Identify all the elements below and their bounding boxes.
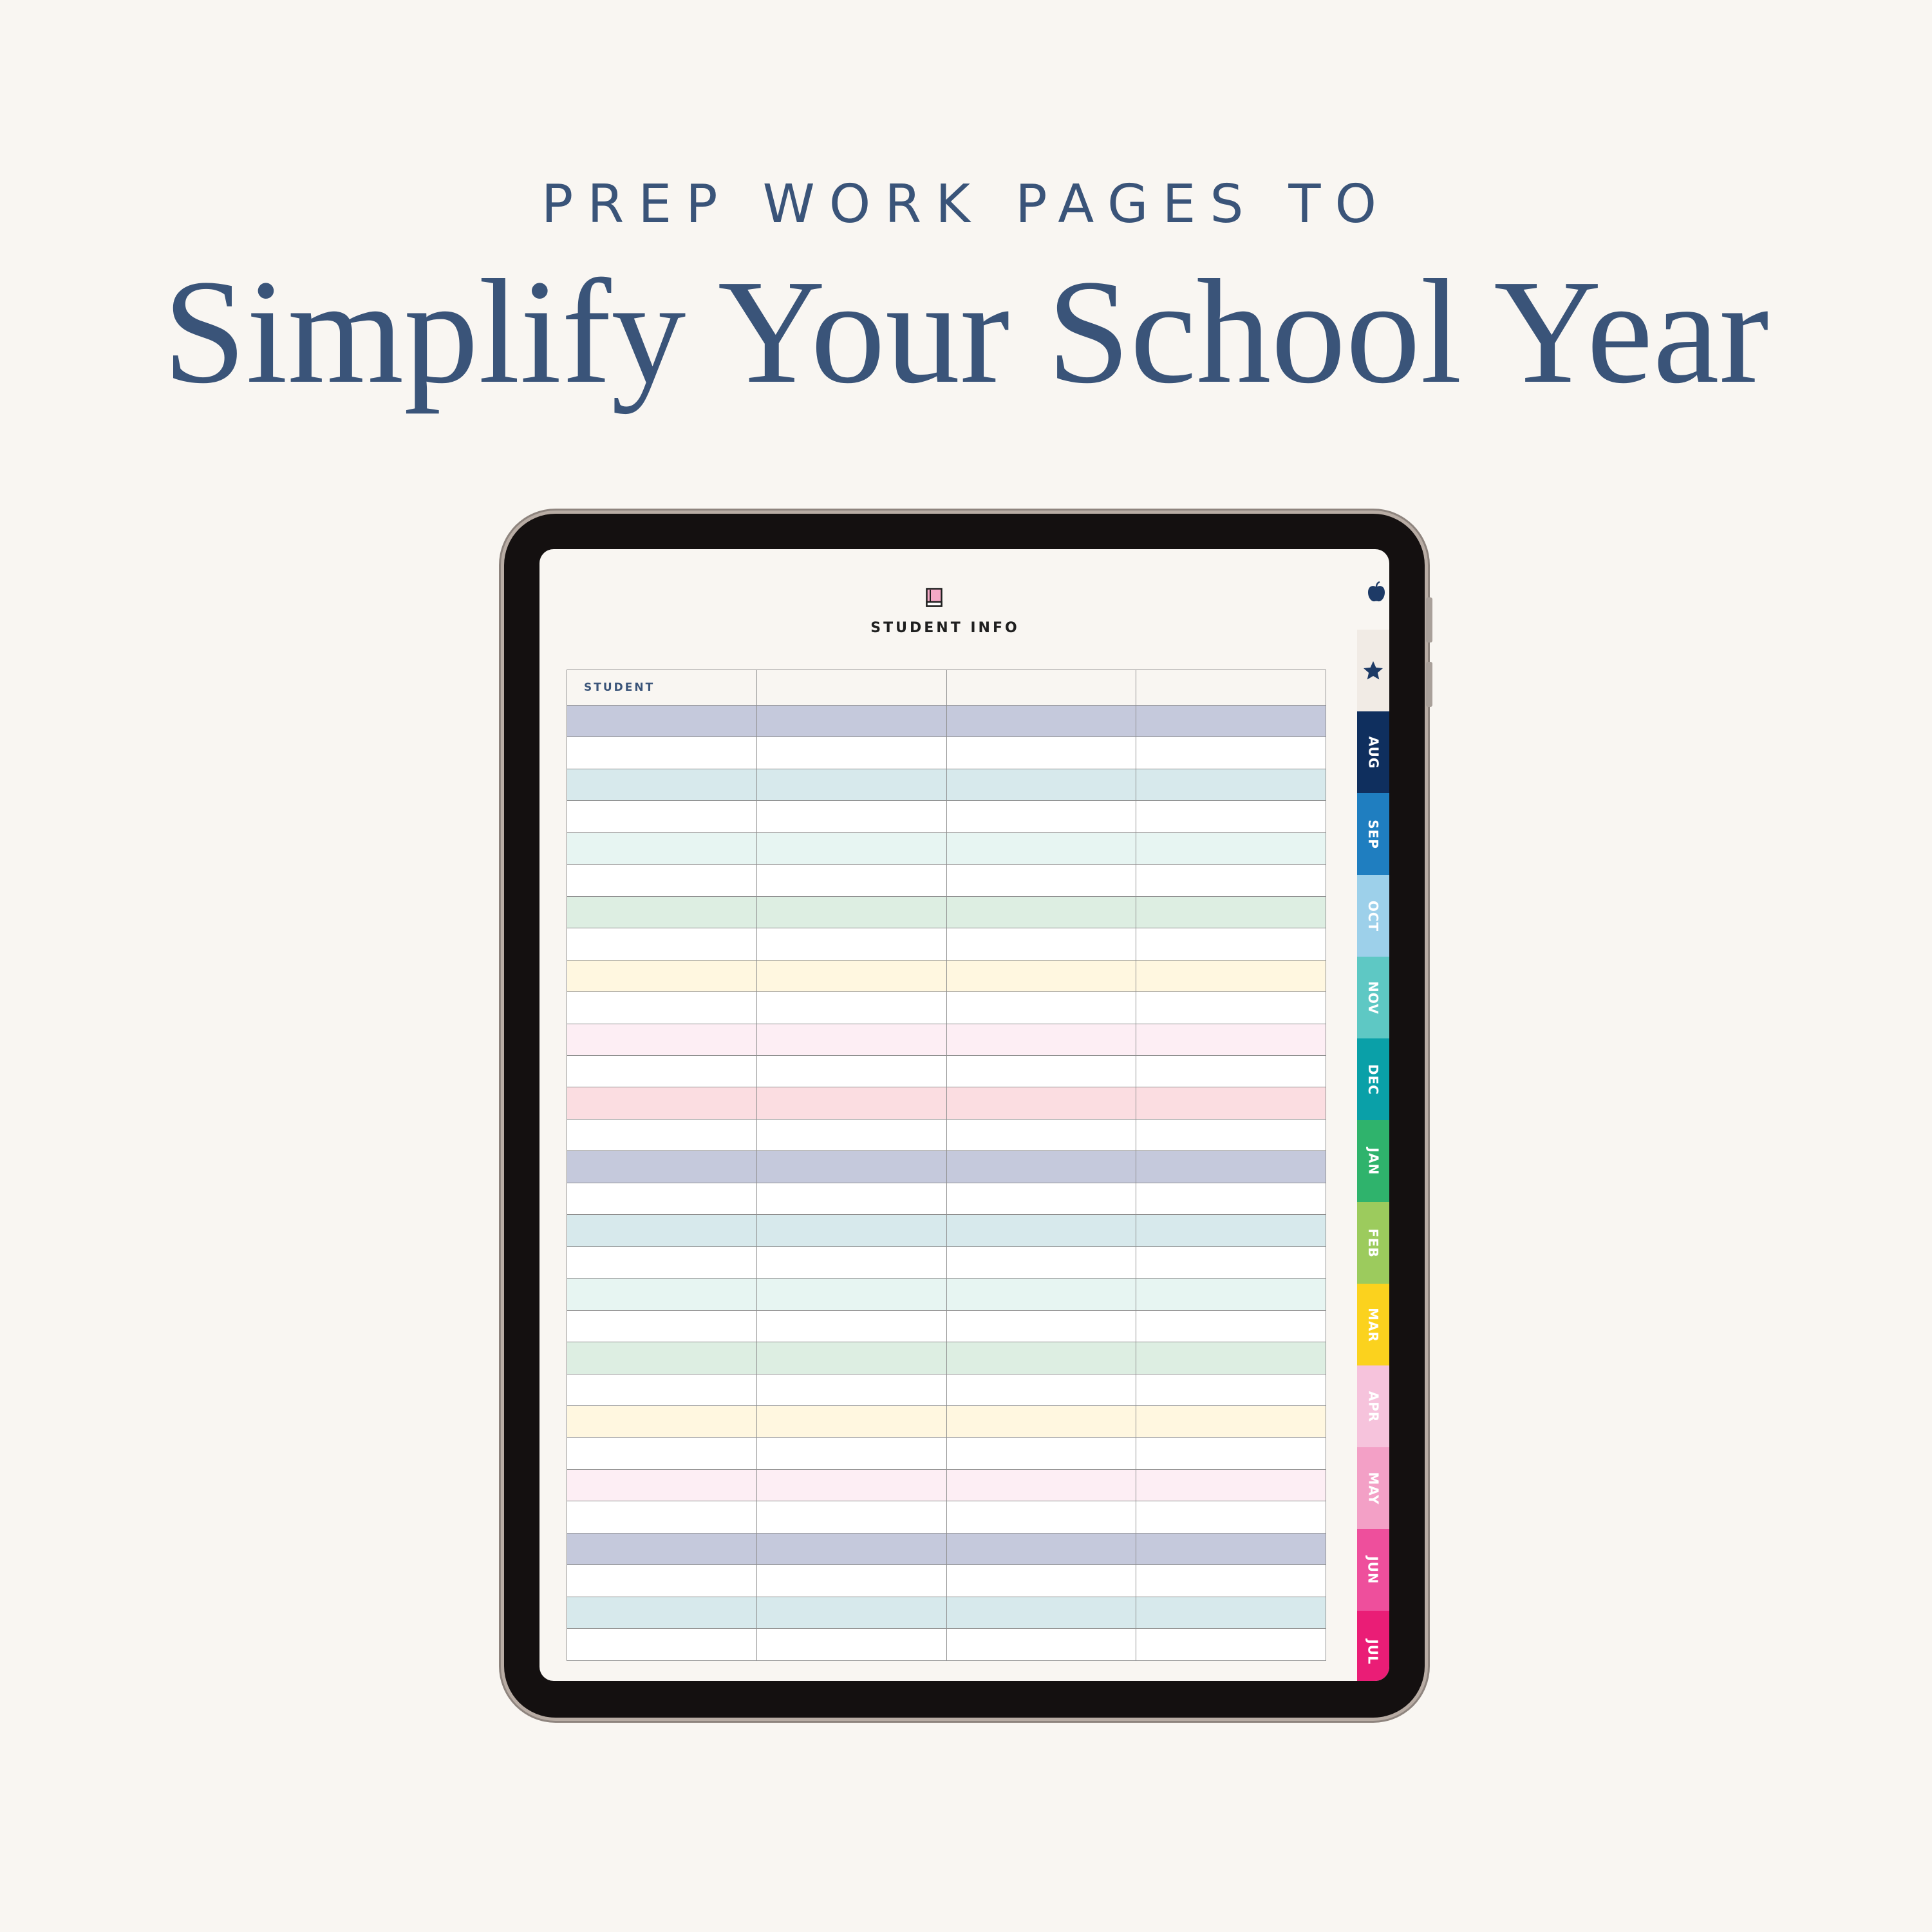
table-cell[interactable] [946, 1405, 1136, 1437]
table-cell[interactable] [567, 1151, 757, 1183]
table-cell[interactable] [567, 896, 757, 928]
table-cell[interactable] [567, 832, 757, 864]
table-row [567, 1055, 1326, 1087]
table-cell[interactable] [567, 1246, 757, 1278]
table-row [567, 801, 1326, 832]
tab-jul[interactable] [1357, 1611, 1389, 1681]
tab-jan[interactable] [1357, 1120, 1389, 1202]
tab-may[interactable] [1357, 1447, 1389, 1529]
table-cell[interactable] [756, 896, 946, 928]
table-row [567, 706, 1326, 737]
table-row [567, 1310, 1326, 1342]
table-cell[interactable] [756, 1629, 946, 1661]
table-row [567, 1215, 1326, 1246]
table-cell[interactable] [567, 960, 757, 991]
table-row [567, 832, 1326, 864]
tab-label: DEC [1365, 1064, 1381, 1095]
table-cell[interactable] [756, 1342, 946, 1374]
table-cell[interactable] [1136, 1119, 1326, 1150]
table-cell[interactable] [1136, 1024, 1326, 1055]
table-cell[interactable] [567, 928, 757, 960]
tab-label: JUN [1365, 1555, 1381, 1584]
table-row [567, 960, 1326, 991]
table-cell[interactable] [756, 1055, 946, 1087]
table-cell[interactable] [567, 1342, 757, 1374]
headline-title: Simplify Your School Year [163, 249, 1769, 415]
tab-jun[interactable] [1357, 1529, 1389, 1611]
table-cell[interactable] [756, 801, 946, 832]
tab-favorites[interactable] [1357, 630, 1389, 711]
table-cell[interactable] [1136, 1501, 1326, 1533]
table-cell[interactable] [567, 1629, 757, 1661]
table-row [567, 1119, 1326, 1150]
table-cell[interactable] [567, 1024, 757, 1055]
table-cell[interactable] [756, 928, 946, 960]
tab-aug[interactable] [1357, 711, 1389, 793]
table-cell[interactable] [1136, 1565, 1326, 1597]
table-cell[interactable] [1136, 1087, 1326, 1119]
table-row [567, 737, 1326, 769]
table-cell[interactable] [1136, 960, 1326, 991]
table-cell[interactable] [1136, 832, 1326, 864]
table-cell[interactable] [756, 1469, 946, 1501]
table-cell[interactable] [567, 1055, 757, 1087]
tablet-volume-button [1426, 662, 1432, 707]
tab-label: FEB [1365, 1228, 1381, 1258]
tab-label: OCT [1365, 900, 1381, 932]
table-cell[interactable] [567, 1597, 757, 1628]
table-row [567, 992, 1326, 1024]
tab-label: MAY [1365, 1472, 1382, 1505]
table-cell[interactable] [946, 1533, 1136, 1564]
book-icon [926, 588, 943, 607]
tab-label: NOV [1365, 980, 1381, 1015]
table-cell[interactable] [567, 1405, 757, 1437]
table-cell[interactable] [946, 1374, 1136, 1405]
table-cell[interactable] [567, 1438, 757, 1469]
table-cell[interactable] [946, 1597, 1136, 1628]
table-cell[interactable] [756, 1310, 946, 1342]
table-cell[interactable] [1136, 769, 1326, 800]
table-cell[interactable] [1136, 865, 1326, 896]
table-cell[interactable] [946, 1310, 1136, 1342]
table-cell[interactable] [1136, 1374, 1326, 1405]
table-cell[interactable] [946, 801, 1136, 832]
table-header-row [567, 670, 1326, 706]
table-row [567, 1087, 1326, 1119]
table-row [567, 1151, 1326, 1183]
table-cell[interactable] [946, 1055, 1136, 1087]
table-header-cell [1136, 670, 1326, 706]
table-cell[interactable] [756, 1087, 946, 1119]
table-cell[interactable] [756, 1215, 946, 1246]
table-cell[interactable] [756, 1246, 946, 1278]
table-cell[interactable] [946, 865, 1136, 896]
tab-label: JUL [1365, 1638, 1381, 1665]
table-header-cell: STUDENT [567, 670, 757, 706]
table-cell[interactable] [1136, 1183, 1326, 1214]
table-cell[interactable] [1136, 1438, 1326, 1469]
table-cell[interactable] [567, 1374, 757, 1405]
table-cell[interactable] [756, 1151, 946, 1183]
tab-feb[interactable] [1357, 1202, 1389, 1284]
table-header-cell [946, 670, 1136, 706]
page-title: STUDENT INFO [870, 620, 1020, 636]
table-cell[interactable] [567, 1087, 757, 1119]
table-cell[interactable] [756, 1183, 946, 1214]
table-cell[interactable] [567, 865, 757, 896]
table-cell[interactable] [1136, 737, 1326, 769]
table-cell[interactable] [567, 737, 757, 769]
table-cell[interactable] [756, 1405, 946, 1437]
table-row [567, 1501, 1326, 1533]
table-row [567, 1597, 1326, 1628]
table-cell[interactable] [946, 1438, 1136, 1469]
table-cell[interactable] [946, 737, 1136, 769]
table-cell[interactable] [567, 992, 757, 1024]
table-row [567, 928, 1326, 960]
table-cell[interactable] [946, 1151, 1136, 1183]
table-cell[interactable] [1136, 1310, 1326, 1342]
table-cell[interactable] [756, 960, 946, 991]
table-cell[interactable] [946, 928, 1136, 960]
table-row [567, 896, 1326, 928]
table-row [567, 865, 1326, 896]
table-cell[interactable] [946, 706, 1136, 737]
tablet-top-button [1426, 597, 1432, 642]
table-cell[interactable] [946, 1183, 1136, 1214]
table-row [567, 1438, 1326, 1469]
table-cell[interactable] [1136, 1246, 1326, 1278]
table-cell[interactable] [756, 1597, 946, 1628]
tab-sep[interactable] [1357, 793, 1389, 875]
table-cell[interactable] [756, 992, 946, 1024]
star-icon [1362, 659, 1385, 682]
table-cell[interactable] [756, 1024, 946, 1055]
tablet-device [504, 514, 1425, 1718]
table-cell[interactable] [756, 1374, 946, 1405]
table-row [567, 1565, 1326, 1597]
table-cell[interactable] [1136, 1279, 1326, 1310]
table-row [567, 1342, 1326, 1374]
table-cell[interactable] [756, 832, 946, 864]
table-cell[interactable] [567, 1533, 757, 1564]
table-cell[interactable] [1136, 1629, 1326, 1661]
tab-label: APR [1365, 1391, 1381, 1422]
table-cell[interactable] [946, 1279, 1136, 1310]
tab-label: JAN [1365, 1147, 1381, 1175]
table-row [567, 1629, 1326, 1661]
table-cell[interactable] [567, 1119, 757, 1150]
tab-label: AUG [1365, 736, 1381, 769]
table-cell[interactable] [946, 1629, 1136, 1661]
tab-oct[interactable] [1357, 875, 1389, 957]
table-cell[interactable] [1136, 1151, 1326, 1183]
table-cell[interactable] [1136, 992, 1326, 1024]
table-cell[interactable] [1136, 706, 1326, 737]
tab-label: MAR [1365, 1307, 1381, 1342]
student-info-table [567, 670, 1326, 1661]
table-cell[interactable] [756, 865, 946, 896]
table-cell[interactable] [567, 1183, 757, 1214]
table-row [567, 1279, 1326, 1310]
tab-dec[interactable] [1357, 1038, 1389, 1120]
apple-icon[interactable] [1367, 581, 1386, 603]
table-cell[interactable] [946, 1215, 1136, 1246]
table-row [567, 769, 1326, 800]
table-cell[interactable] [1136, 1469, 1326, 1501]
tab-apr[interactable] [1357, 1365, 1389, 1447]
table-cell[interactable] [756, 1438, 946, 1469]
table-cell[interactable] [1136, 1597, 1326, 1628]
table-row [567, 1246, 1326, 1278]
table-row [567, 1533, 1326, 1564]
table-cell[interactable] [946, 1087, 1136, 1119]
table-cell[interactable] [1136, 1342, 1326, 1374]
table-cell[interactable] [946, 1565, 1136, 1597]
table-cell[interactable] [756, 1119, 946, 1150]
tab-label: SEP [1365, 819, 1381, 849]
table-cell[interactable] [567, 1501, 757, 1533]
table-cell[interactable] [756, 769, 946, 800]
table-cell[interactable] [946, 1342, 1136, 1374]
table-cell[interactable] [1136, 1405, 1326, 1437]
table-cell[interactable] [567, 769, 757, 800]
table-cell[interactable] [1136, 801, 1326, 832]
table-cell[interactable] [567, 706, 757, 737]
month-tabs [1357, 630, 1389, 1681]
table-cell[interactable] [1136, 928, 1326, 960]
tab-mar[interactable] [1357, 1284, 1389, 1365]
table-cell[interactable] [567, 1469, 757, 1501]
table-cell[interactable] [756, 1279, 946, 1310]
table-row [567, 1469, 1326, 1501]
table-cell[interactable] [1136, 1055, 1326, 1087]
table-cell[interactable] [1136, 896, 1326, 928]
table-cell[interactable] [567, 1565, 757, 1597]
tab-nov[interactable] [1357, 957, 1389, 1038]
table-cell[interactable] [946, 1246, 1136, 1278]
table-row [567, 1405, 1326, 1437]
table-row [567, 1374, 1326, 1405]
table-cell[interactable] [946, 896, 1136, 928]
table-cell[interactable] [756, 1533, 946, 1564]
table-cell[interactable] [756, 706, 946, 737]
table-cell[interactable] [946, 832, 1136, 864]
table-cell[interactable] [567, 1310, 757, 1342]
table-cell[interactable] [946, 1469, 1136, 1501]
table-cell[interactable] [567, 1279, 757, 1310]
table-cell[interactable] [946, 992, 1136, 1024]
table-cell[interactable] [756, 737, 946, 769]
table-cell[interactable] [946, 769, 1136, 800]
table-cell[interactable] [567, 801, 757, 832]
table-header-cell [756, 670, 946, 706]
table-cell[interactable] [946, 960, 1136, 991]
table-cell[interactable] [567, 1215, 757, 1246]
table-row [567, 1183, 1326, 1214]
table-cell[interactable] [946, 1024, 1136, 1055]
table-cell[interactable] [1136, 1215, 1326, 1246]
table-row [567, 1024, 1326, 1055]
table-cell[interactable] [946, 1119, 1136, 1150]
table-cell[interactable] [756, 1565, 946, 1597]
planner-screen [539, 549, 1389, 1681]
headline-kicker: PREP WORK PAGES TO [541, 174, 1391, 235]
table-cell[interactable] [946, 1501, 1136, 1533]
table-cell[interactable] [1136, 1533, 1326, 1564]
table-cell[interactable] [756, 1501, 946, 1533]
